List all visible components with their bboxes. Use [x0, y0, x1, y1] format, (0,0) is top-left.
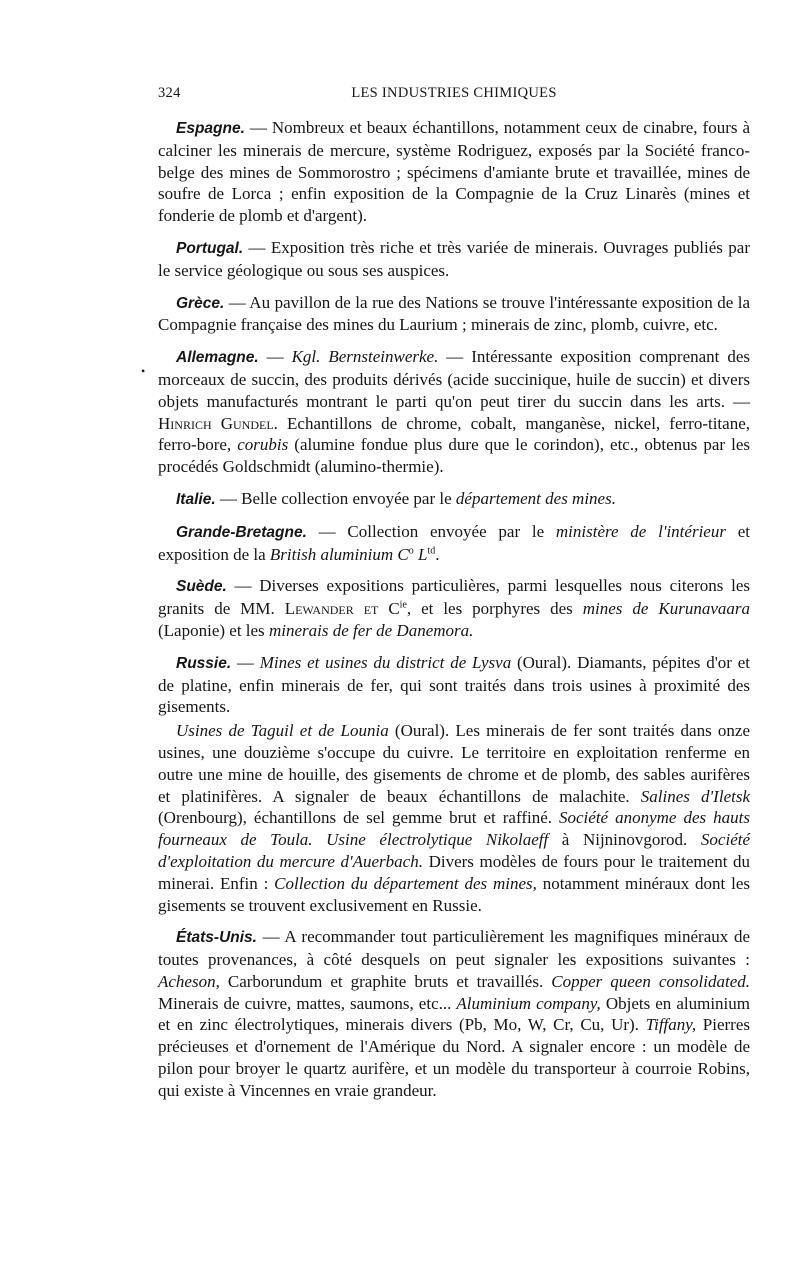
paragraph-portugal [158, 237, 750, 282]
paragraph-text: et exposition de la [158, 521, 750, 564]
country-heading: Espagne. [176, 120, 245, 137]
smallcaps-name: Lewander et C [284, 599, 400, 619]
italic-text: corubis [237, 435, 289, 455]
italic-text: Kgl. Bernsteinwerke. [291, 347, 439, 367]
paragraph-text: — Diverses expositions particulières, parmi lesquelles nous citerons les granits de MM. [158, 576, 750, 619]
paragraph-text: (alumine fondue plus dure que le corindon), etc., obtenus par les procédés Goldschmidt (alumino-thermie). [158, 435, 750, 477]
paragraph-text: , et les porphyres des [406, 599, 583, 619]
paragraph-text: . [435, 544, 440, 564]
country-heading: Portugal. [176, 239, 244, 257]
italic-text: Collection du département des mines, [274, 873, 537, 893]
country-heading: États-Unis. [176, 929, 257, 947]
superscript: o [408, 544, 414, 556]
superscript: td [427, 544, 436, 556]
paragraph-text: Pierres précieuses et d'ornement de l'Amérique du Nord. A signaler encore : un modèle de pilon pour broyer le quartz aurifère, et un modèle du transporteur à courroie Robins, qui existe à Vincennes en vraie grandeur. [158, 1015, 750, 1100]
italic-text: L [413, 544, 428, 564]
paragraph-text: — [258, 347, 292, 367]
country-heading: Grande-Bretagne. [176, 523, 307, 541]
paragraph-grande-bretagne [158, 521, 750, 566]
paragraph-text: (Oural). Les minerais de fer sont traités dans onze usines, une douzième s'occupe du cuivre. Le territoire en exploitation renferme en outre une mine de houille, des gisements de chrome et de plomb, des sables aurifères et platinifères. A signaler de beaux échantillons de malachite. [158, 721, 751, 806]
paragraph-text: (Laponie) et les [158, 620, 269, 640]
italic-text: Tiffany, [645, 1015, 697, 1035]
paragraph-text: Objets en aluminium et en zinc électrolytiques, minerais divers (Pb, Mo, W, Cr, Cu, Ur). [158, 993, 750, 1035]
country-heading: Italie. [176, 490, 216, 508]
paragraph-suede [158, 575, 750, 641]
paragraph-allemagne [158, 346, 750, 478]
paragraph-text: — Intéressante exposition comprenant des morceaux de succin, des produits dérivés (acide succinique, huile de succin) et divers objets manufacturés montrant le parti qu'on peut tirer du succin dans les arts. — [158, 347, 751, 411]
paragraph-text: Echantillons de chrome, cobalt, manganèse, nickel, ferro-titane, ferro-bore, [158, 413, 750, 455]
italic-text: British aluminium C [269, 544, 409, 564]
italic-text: Société d'exploitation du mercure d'Auerbach. [158, 830, 751, 871]
italic-text: Aluminium company, [456, 993, 601, 1013]
italic-text: Copper queen consolidated. [551, 971, 750, 991]
paragraph-text: — Belle collection envoyée par le [215, 488, 456, 508]
paragraph-text: — Collection envoyée par le [306, 521, 556, 541]
smallcaps-name: Hinrich Gundel. [158, 413, 278, 433]
running-title: LES INDUSTRIES CHIMIQUES [351, 85, 557, 101]
italic-text: département des mines. [455, 488, 616, 508]
paragraph-italie [158, 488, 750, 511]
country-heading: Allemagne. [176, 349, 259, 367]
italic-text: minerais de fer de Danemora. [268, 620, 474, 640]
paragraph-text: — A recommander tout particulièrement les magnifiques minéraux de toutes provenances, à côté desquels on peut signaler les expositions suivantes : [158, 927, 750, 970]
italic-text: Mines et usines du district de Lysva [259, 652, 512, 672]
italic-text: Usines de Taguil et de Lounia [176, 721, 389, 741]
paragraph-text: — Exposition très riche et très variée de minerais. Ouvrages publiés par le service géologique ou sous ses auspices. [158, 237, 750, 280]
country-heading: Russie. [176, 654, 232, 672]
italic-text: Acheson, [158, 971, 220, 991]
superscript: ie [399, 599, 407, 611]
paragraph-etats-unis [158, 926, 750, 1101]
country-heading: Suède. [176, 578, 227, 596]
country-heading: Grèce. [176, 294, 225, 312]
italic-text: Société anonyme des hauts fourneaux de Toula. Usine électrolytique Nikolaeff [158, 808, 750, 850]
paragraph-text: notamment minéraux dont les gisements se trouvent exclusivement en Russie. [158, 873, 750, 915]
paragraph-text: Minerais de cuivre, mattes, saumons, etc... [158, 993, 457, 1013]
paragraph-text: — Au pavillon de la rue des Nations se trouve l'intéressante exposition de la Compagnie française des mines du Laurium ; minerais de zinc, plomb, cuivre, etc. [158, 292, 750, 335]
italic-text: Salines d'Iletsk [640, 786, 750, 806]
page-header [158, 85, 750, 107]
paragraph-text: — [231, 652, 260, 672]
paragraph-russie-continued [158, 720, 750, 916]
paragraph-text: Divers modèles de fours pour le traitement du minerai. Enfin : [158, 851, 751, 893]
paragraph-grece [158, 292, 750, 337]
page-number: 324 [158, 85, 181, 101]
paragraph-espagne [158, 117, 750, 227]
paragraph-text: (Orenbourg), échantillons de sel gemme brut et raffiné. [158, 808, 560, 828]
margin-bullet: • [141, 364, 146, 378]
paragraph-text: — Nombreux et beaux échantillons, notamment ceux de cinabre, fours à calciner les minerais de mercure, système Rodriguez, exposés par la Société franco-belge des mines de Sommorostro ; spécimens d'amiante brute et travaillée, mines de soufre de Lorca ; enfin exposition de la Compagnie de la Cruz Linarès (mines et fonderie de plomb et d'argent). [158, 118, 750, 226]
paragraph-text: à Nijninovgorod. [548, 830, 701, 850]
paragraph-text: (Oural). Diamants, pépites d'or et de platine, enfin minerais de fer, qui sont traités dans trois usines à proximité des gisements. [158, 652, 751, 717]
paragraph-russie [158, 652, 750, 718]
italic-text: mines de Kurunavaara [582, 599, 750, 619]
page-body [158, 117, 750, 1112]
italic-text: ministère de l'intérieur [555, 521, 726, 541]
paragraph-text: Carborundum et graphite bruts et travaillés. [219, 971, 552, 991]
